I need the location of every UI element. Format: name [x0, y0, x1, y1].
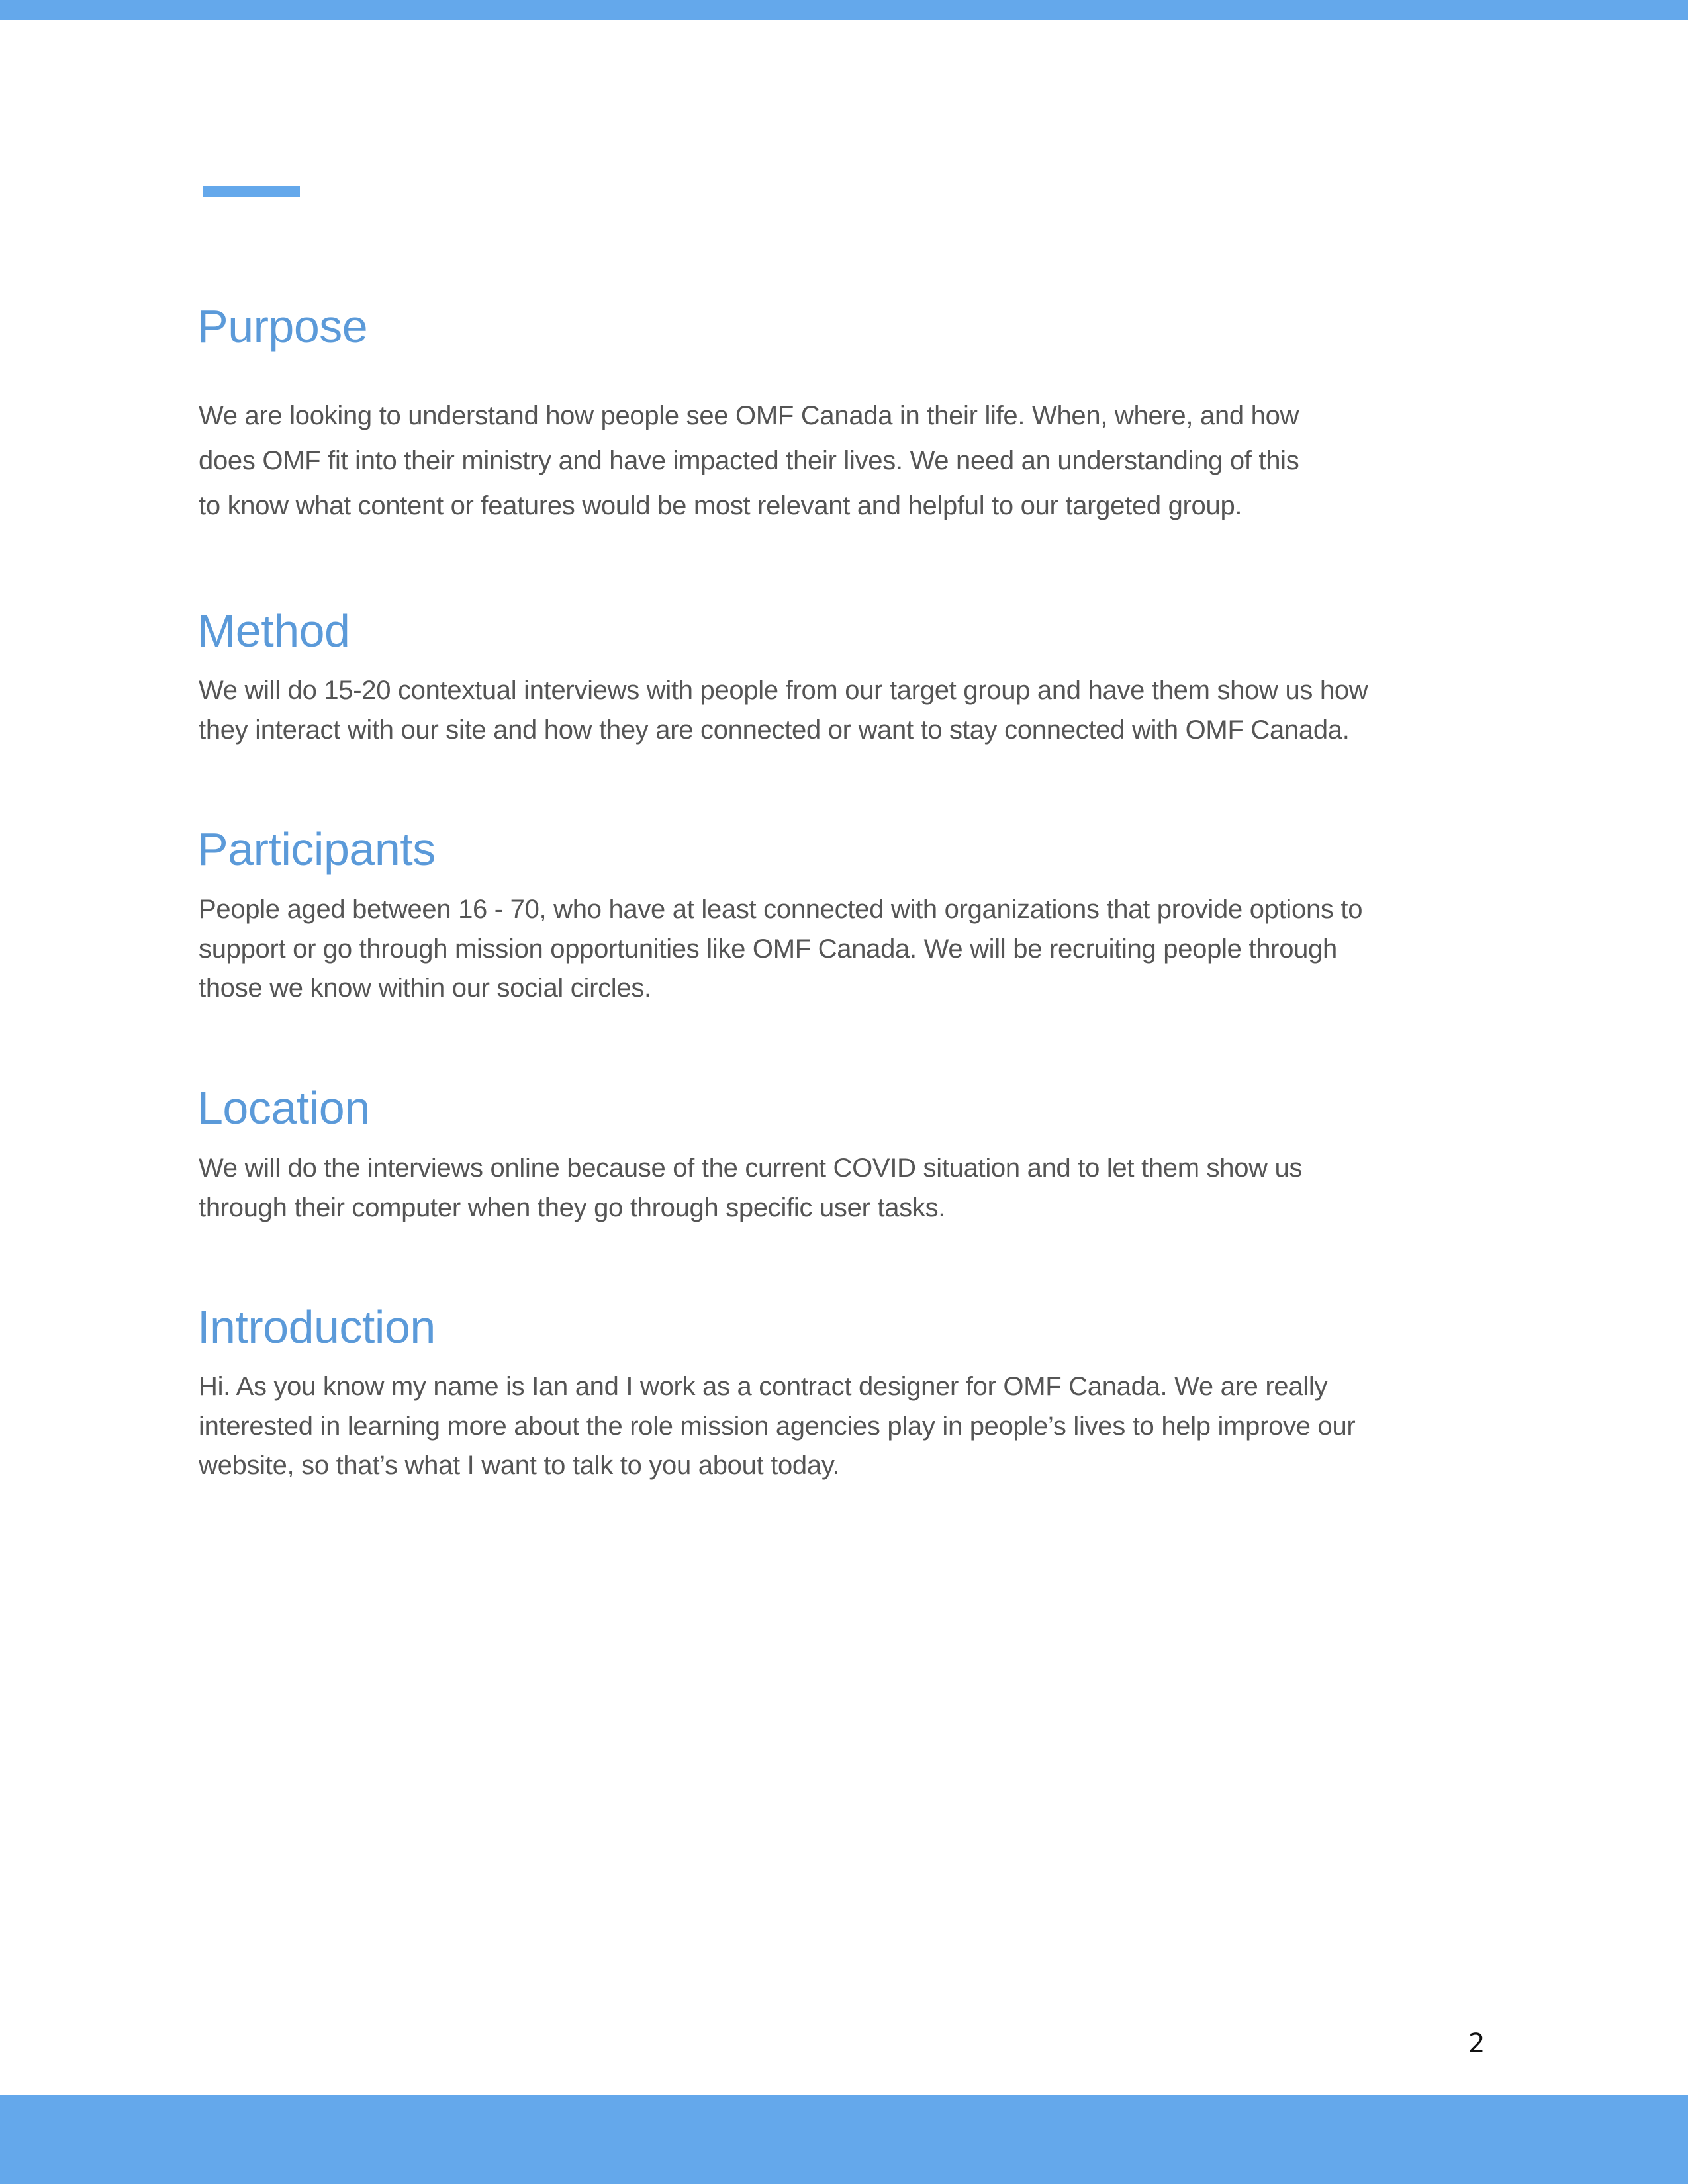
- section-body-introduction: [199, 1367, 1516, 1486]
- section-heading-introduction: Introduction: [197, 1301, 436, 1353]
- body-line: We will do the interviews online because of the current COVID situation and to let them show us: [199, 1154, 1303, 1183]
- body-line: support or go through mission opportunities like OMF Canada. We will be recruiting people through: [199, 934, 1337, 964]
- section-body-purpose: [199, 393, 1516, 528]
- section-body-location: [199, 1149, 1516, 1228]
- section-heading-location: Location: [197, 1082, 370, 1134]
- body-line: We will do 15-20 contextual interviews with people from our target group and have them show us how: [199, 676, 1368, 705]
- body-line: We are looking to understand how people see OMF Canada in their life. When, where, and how: [199, 401, 1299, 430]
- body-line: Hi. As you know my name is Ian and I work as a contract designer for OMF Canada. We are really: [199, 1372, 1328, 1401]
- bottom-color-bar: [0, 2095, 1688, 2184]
- section-heading-purpose: Purpose: [197, 300, 368, 352]
- body-line: those we know within our social circles.: [199, 974, 651, 1003]
- section-heading-participants: Participants: [197, 823, 436, 875]
- body-line: they interact with our site and how they are connected or want to stay connected with OMF Canada.: [199, 715, 1350, 745]
- section-body-method: [199, 671, 1516, 750]
- body-line: does OMF fit into their ministry and have impacted their lives. We need an understanding of this: [199, 446, 1299, 475]
- section-heading-method: Method: [197, 605, 350, 657]
- section-body-participants: [199, 890, 1516, 1009]
- page-number: 2: [1468, 2028, 1485, 2059]
- top-color-bar: [0, 0, 1688, 20]
- body-line: People aged between 16 - 70, who have at least connected with organizations that provide options to: [199, 895, 1363, 924]
- body-line: interested in learning more about the role mission agencies play in people’s lives to help improve our: [199, 1411, 1356, 1441]
- accent-rule: [203, 186, 300, 197]
- body-line: website, so that’s what I want to talk to you about today.: [199, 1451, 840, 1480]
- body-line: to know what content or features would be most relevant and helpful to our targeted group.: [199, 491, 1243, 520]
- body-line: through their computer when they go through specific user tasks.: [199, 1193, 946, 1222]
